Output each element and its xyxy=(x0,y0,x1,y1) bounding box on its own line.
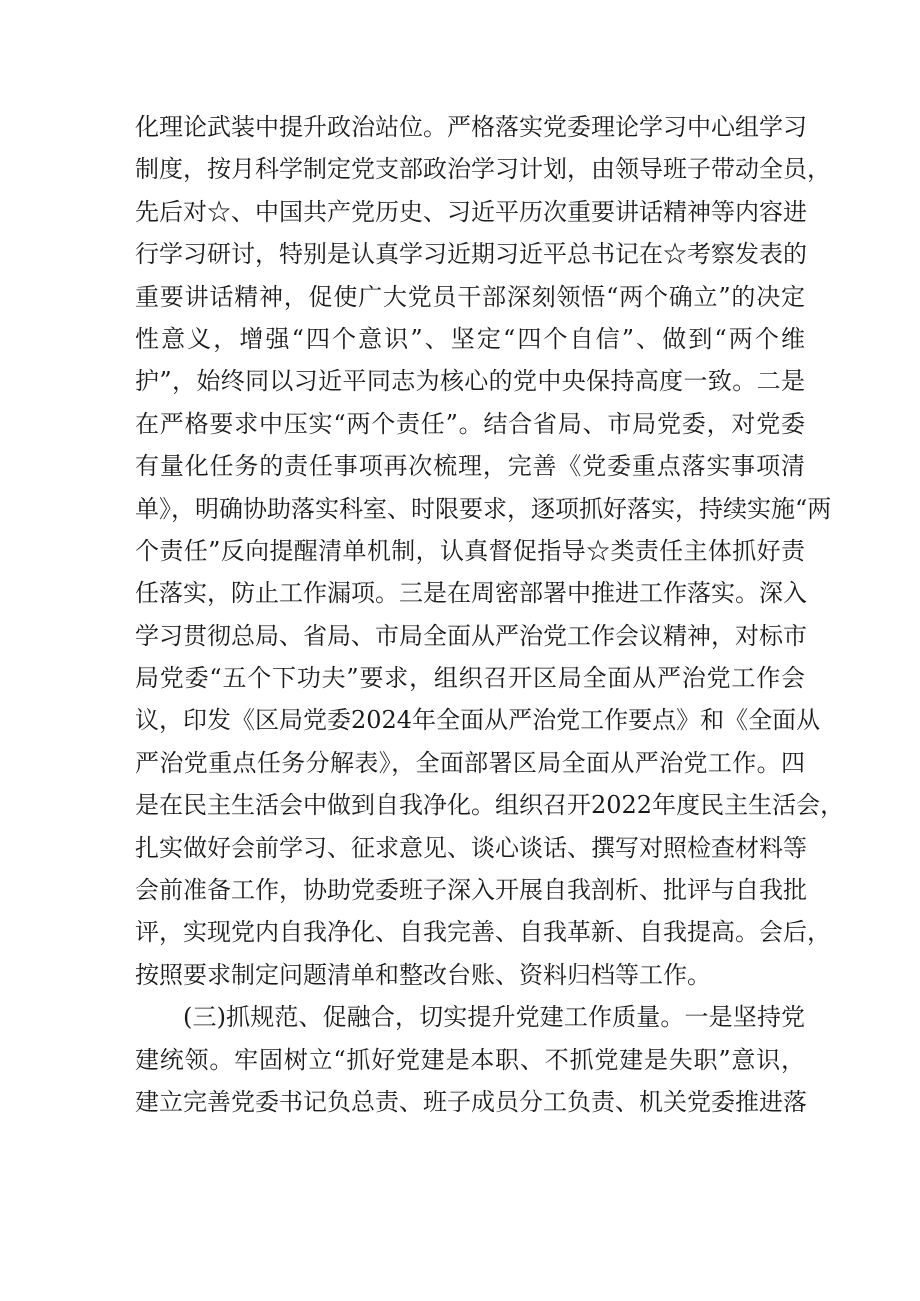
text-line: 化理论武装中提升政治站位。严格落实党委理论学习中心组学习 xyxy=(135,113,807,141)
text-line: 重要讲话精神，促使广大党员干部深刻领悟“两个确立”的决定 xyxy=(135,282,805,311)
text-line: 性意义，增强“四个意识”、坚定“四个自信”、做到“两个维 xyxy=(135,324,805,353)
text-line: 先后对☆、中国共产党历史、习近平历次重要讲话精神等内容进 xyxy=(135,197,807,226)
text-line: 是在民主生活会中做到自我净化。组织召开2022年度民主生活会， xyxy=(135,791,845,820)
text-line: 评，实现党内自我净化、自我完善、自我革新、自我提高。会后， xyxy=(135,918,831,947)
text-line: 单》，明确协助落实科室、时限要求，逐项抓好落实，持续实施“两 xyxy=(135,494,832,523)
text-line: 在严格要求中压实“两个责任”。结合省局、市局党委，对党委 xyxy=(135,409,805,438)
body-text xyxy=(135,106,845,1123)
text-line: 护”，始终同以习近平同志为核心的党中央保持高度一致。二是 xyxy=(135,367,805,396)
text-line: 议，印发《区局党委2024年全面从严治党工作要点》和《全面从 xyxy=(135,706,821,735)
text-line: 扎实做好会前学习、征求意见、谈心谈话、撰写对照检查材料等 xyxy=(135,833,807,862)
text-line: 建统领。牢固树立“抓好党建是本职、不抓党建是失职”意识， xyxy=(135,1045,805,1074)
paragraph-1 xyxy=(135,106,845,996)
text-line: 会前准备工作，协助党委班子深入开展自我剖析、批评与自我批 xyxy=(135,876,807,905)
text-line: 按照要求制定问题清单和整改台账、资料归档等工作。 xyxy=(135,960,711,989)
paragraph-2 xyxy=(135,996,805,1123)
text-line: 个责任”反向提醒清单机制，认真督促指导☆类责任主体抓好责 xyxy=(135,536,805,565)
text-line: 行学习研讨，特别是认真学习近期习近平总书记在☆考察发表的 xyxy=(135,240,807,269)
text-line: 局党委“五个下功夫”要求，组织召开区局全面从严治党工作会 xyxy=(135,664,805,693)
text-line: 有量化任务的责任事项再次梳理，完善《党委重点落实事项清 xyxy=(135,452,805,481)
text-line: 严治党重点任务分解表》，全面部署区局全面从严治党工作。四 xyxy=(135,748,805,777)
text-line: 任落实，防止工作漏项。三是在周密部署中推进工作落实。深入 xyxy=(135,579,807,608)
text-line: 建立完善党委书记负总责、班子成员分工负责、机关党委推进落 xyxy=(135,1087,807,1116)
text-line: 制度，按月科学制定党支部政治学习计划，由领导班子带动全员， xyxy=(135,155,831,184)
text-line: 学习贯彻总局、省局、市局全面从严治党工作会议精神，对标市 xyxy=(135,621,807,650)
text-line: (三)抓规范、促融合，切实提升党建工作质量。一是坚持党 xyxy=(183,1003,805,1032)
